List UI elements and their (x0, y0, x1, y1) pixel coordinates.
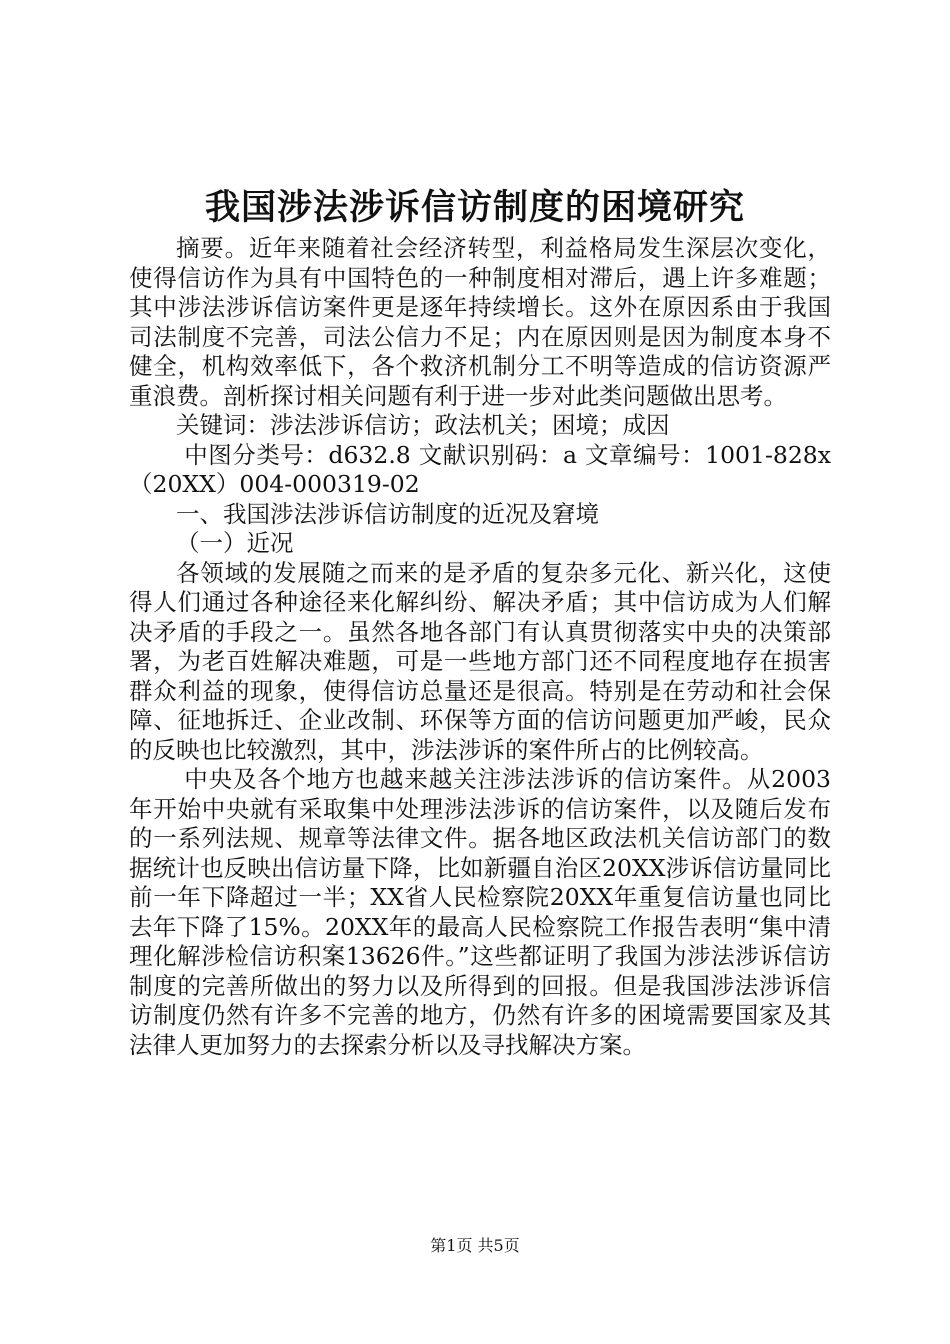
section-heading: 一、我国涉法涉诉信访制度的近况及窘境 (176, 499, 599, 528)
classification-line: 中图分类号：d632.8 文献识别码：a 文章编号：1001-828x（20XX）004-000319-02 (129, 440, 831, 498)
subsection-heading: （一）近况 (176, 529, 294, 557)
keywords-line: 关键词：涉法涉诉信访；政法机关；困境；成因 (176, 411, 670, 439)
body-paragraph: 各领域的发展随之而来的是矛盾的复杂多元化、新兴化，这使得人们通过各种途径来化解纠纷、解决矛盾；其中信访成为人们解决矛盾的手段之一。虽然各地各部门有认真贯彻落实中央的决策部署，为老百姓解决难题，可是一些地方部门还不同程度地存在损害群众利益的现象，使得信访总量还是很高。特别是在劳动和社会保障、征地拆迁、企业改制、环保等方面的信访问题更加严峻，民众的反映也比较激烈，其中，涉法涉诉的案件所占的比例较高。 (129, 558, 831, 764)
document-body (129, 234, 831, 1060)
document-title: 我国涉法涉诉信访制度的困境研究 (204, 187, 745, 228)
page-number-footer: 第1页 共5页 (430, 1236, 520, 1255)
body-paragraph: 中央及各个地方也越来越关注涉法涉诉的信访案件。从2003年开始中央就有采取集中处理涉法涉诉的信访案件，以及随后发布的一系列法规、规章等法律文件。据各地区政法机关信访部门的数据统计也反映出信访量下降，比如新疆自治区20XX涉诉信访量同比前一年下降超过一半；XX省人民检察院20XX年重复信访量也同比去年下降了15%。20XX年的最高人民检察院工作报告表明“集中清理化解涉检信访积案13626件。”这些都证明了我国为涉法涉诉信访制度的完善所做出的努力以及所得到的回报。但是我国涉法涉诉信访制度仍然有许多不完善的地方，仍然有许多的困境需要国家及其法律人更加努力的去探索分析以及寻找解决方案。 (129, 765, 831, 1059)
abstract-paragraph: 摘要。近年来随着社会经济转型，利益格局发生深层次变化，使得信访作为具有中国特色的一种制度相对滞后，遇上许多难题；其中涉法涉诉信访案件更是逐年持续增长。这外在原因系由于我国司法制度不完善，司法公信力不足；内在原因则是因为制度本身不健全，机构效率低下，各个救济机制分工不明等造成的信访资源严重浪费。剖析探讨相关问题有利于进一步对此类问题做出思考。 (129, 234, 831, 410)
